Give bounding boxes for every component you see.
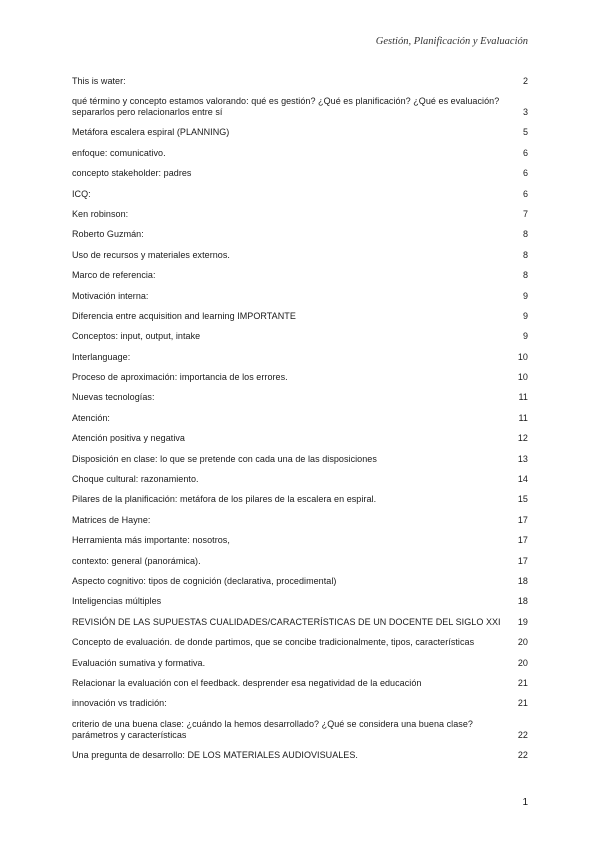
toc-entry-title: innovación vs tradición: <box>72 698 167 709</box>
toc-entry-title: Choque cultural: razonamiento. <box>72 474 199 485</box>
toc-entry-title: Motivación interna: <box>72 290 149 301</box>
toc-entry-page: 21 <box>517 698 528 709</box>
toc-entry-title: Evaluación sumativa y formativa. <box>72 657 206 668</box>
toc-entry[interactable] <box>72 719 528 750</box>
toc-entry-title: Interlanguage: <box>72 351 131 362</box>
toc-entry[interactable] <box>72 148 528 168</box>
toc-entry-page: 3 <box>522 107 528 118</box>
toc-entry[interactable] <box>72 209 528 229</box>
toc-entry-title: REVISIÓN DE LAS SUPUESTAS CUALIDADES/CARACTERÍSTICAS DE UN DOCENTE DEL SIGLO XXI <box>72 616 501 627</box>
table-of-contents <box>72 76 528 770</box>
toc-entry-title: Nuevas tecnologías: <box>72 392 155 403</box>
toc-entry-page: 2 <box>522 76 528 86</box>
toc-entry[interactable] <box>72 76 528 96</box>
toc-entry[interactable] <box>72 311 528 331</box>
toc-entry-title: Concepto de evaluación. de donde partimos, que se concibe tradicionalmente, tipos, características <box>72 637 475 648</box>
toc-entry-title: Aspecto cognitivo: tipos de cognición (declarativa, procedimental) <box>72 575 337 586</box>
toc-entry[interactable] <box>72 433 528 453</box>
toc-entry-title: Pilares de la planificación: metáfora de los pilares de la escalera en espiral. <box>72 494 377 505</box>
page-number: 1 <box>522 797 528 808</box>
toc-entry-page: 17 <box>517 555 528 566</box>
toc-entry-title: Marco de referencia: <box>72 270 156 281</box>
toc-entry-title: Uso de recursos y materiales externos. <box>72 249 230 260</box>
toc-entry[interactable] <box>72 372 528 392</box>
toc-entry-page: 22 <box>517 729 528 740</box>
toc-entry[interactable] <box>72 331 528 351</box>
toc-entry-title: Conceptos: input, output, intake <box>72 331 201 342</box>
toc-entry[interactable] <box>72 189 528 209</box>
toc-entry-title: Atención: <box>72 412 110 423</box>
toc-entry-title: This is water: <box>72 76 126 86</box>
toc-entry-page: 12 <box>517 433 528 444</box>
toc-entry[interactable] <box>72 413 528 433</box>
toc-entry-page: 15 <box>517 494 528 505</box>
toc-entry-page: 17 <box>517 514 528 525</box>
toc-entry-title: Disposición en clase: lo que se pretende con cada una de las disposiciones <box>72 453 377 464</box>
toc-entry-page: 14 <box>517 474 528 485</box>
toc-entry[interactable] <box>72 535 528 555</box>
toc-entry[interactable] <box>72 556 528 576</box>
toc-entry-page: 9 <box>522 310 528 321</box>
toc-entry-title: concepto stakeholder: padres <box>72 168 192 179</box>
toc-entry[interactable] <box>72 250 528 270</box>
toc-entry-page: 13 <box>517 453 528 464</box>
toc-entry[interactable] <box>72 596 528 616</box>
toc-entry-title: Inteligencias múltiples <box>72 596 162 607</box>
toc-entry-page: 18 <box>517 575 528 586</box>
toc-entry-page: 7 <box>522 208 528 219</box>
toc-entry-page: 19 <box>517 616 528 627</box>
toc-entry-page: 10 <box>517 372 528 383</box>
toc-entry-page: 20 <box>517 637 528 648</box>
toc-entry-page: 6 <box>522 188 528 199</box>
toc-entry-page: 11 <box>518 412 528 423</box>
running-header: Gestión, Planificación y Evaluación <box>375 36 528 47</box>
toc-entry-page: 21 <box>517 677 528 688</box>
toc-entry[interactable] <box>72 750 528 770</box>
toc-entry[interactable] <box>72 392 528 412</box>
toc-entry-title: Matrices de Hayne: <box>72 514 151 525</box>
toc-entry-page: 11 <box>518 392 528 403</box>
toc-entry[interactable] <box>72 515 528 535</box>
toc-entry-page: 6 <box>522 147 528 158</box>
toc-entry[interactable] <box>72 474 528 494</box>
toc-entry-title: enfoque: comunicativo. <box>72 147 166 158</box>
toc-entry[interactable] <box>72 454 528 474</box>
toc-entry-title: ICQ: <box>72 188 91 199</box>
toc-entry-page: 9 <box>522 290 528 301</box>
toc-entry[interactable] <box>72 270 528 290</box>
toc-entry[interactable] <box>72 658 528 678</box>
toc-entry[interactable] <box>72 96 528 127</box>
toc-entry-title: Diferencia entre acquisition and learning IMPORTANTE <box>72 310 296 321</box>
toc-entry[interactable] <box>72 168 528 188</box>
toc-entry-page: 20 <box>517 657 528 668</box>
toc-entry[interactable] <box>72 678 528 698</box>
toc-entry[interactable] <box>72 494 528 514</box>
toc-entry-page: 22 <box>517 749 528 760</box>
toc-entry[interactable] <box>72 576 528 596</box>
toc-entry-page: 8 <box>522 270 528 281</box>
toc-entry-title: qué término y concepto estamos valorando: qué es gestión? ¿Qué es planificación? ¿Qué es evaluación? separarlos pero relacionarlos entre sí <box>72 96 500 118</box>
toc-entry-title: Una pregunta de desarrollo: DE LOS MATERIALES AUDIOVISUALES. <box>72 749 358 760</box>
toc-entry-title: Metáfora escalera espiral (PLANNING) <box>72 127 230 138</box>
toc-entry-title: Atención positiva y negativa <box>72 433 185 444</box>
toc-entry-page: 9 <box>522 331 528 342</box>
toc-entry[interactable] <box>72 291 528 311</box>
toc-entry-page: 8 <box>522 249 528 260</box>
toc-entry[interactable] <box>72 127 528 147</box>
toc-entry[interactable] <box>72 229 528 249</box>
toc-entry-title: criterio de una buena clase: ¿cuándo la hemos desarrollado? ¿Qué se considera una buena clase? parámetros y características <box>72 718 473 740</box>
toc-entry-page: 5 <box>522 127 528 138</box>
toc-entry-page: 10 <box>517 351 528 362</box>
toc-entry-title: contexto: general (panorámica). <box>72 555 201 566</box>
toc-entry[interactable] <box>72 352 528 372</box>
toc-entry-page: 17 <box>517 535 528 546</box>
toc-entry-title: Herramienta más importante: nosotros, <box>72 535 230 546</box>
toc-entry-page: 18 <box>517 596 528 607</box>
toc-entry-page: 6 <box>522 168 528 179</box>
toc-entry[interactable] <box>72 637 528 657</box>
toc-entry-title: Ken robinson: <box>72 208 129 219</box>
toc-entry-title: Proceso de aproximación: importancia de los errores. <box>72 372 288 383</box>
toc-entry[interactable] <box>72 698 528 718</box>
toc-entry-title: Roberto Guzmán: <box>72 229 144 240</box>
toc-entry-page: 8 <box>522 229 528 240</box>
toc-entry[interactable] <box>72 617 528 637</box>
toc-entry-title: Relacionar la evaluación con el feedback. desprender esa negatividad de la educación <box>72 677 422 688</box>
